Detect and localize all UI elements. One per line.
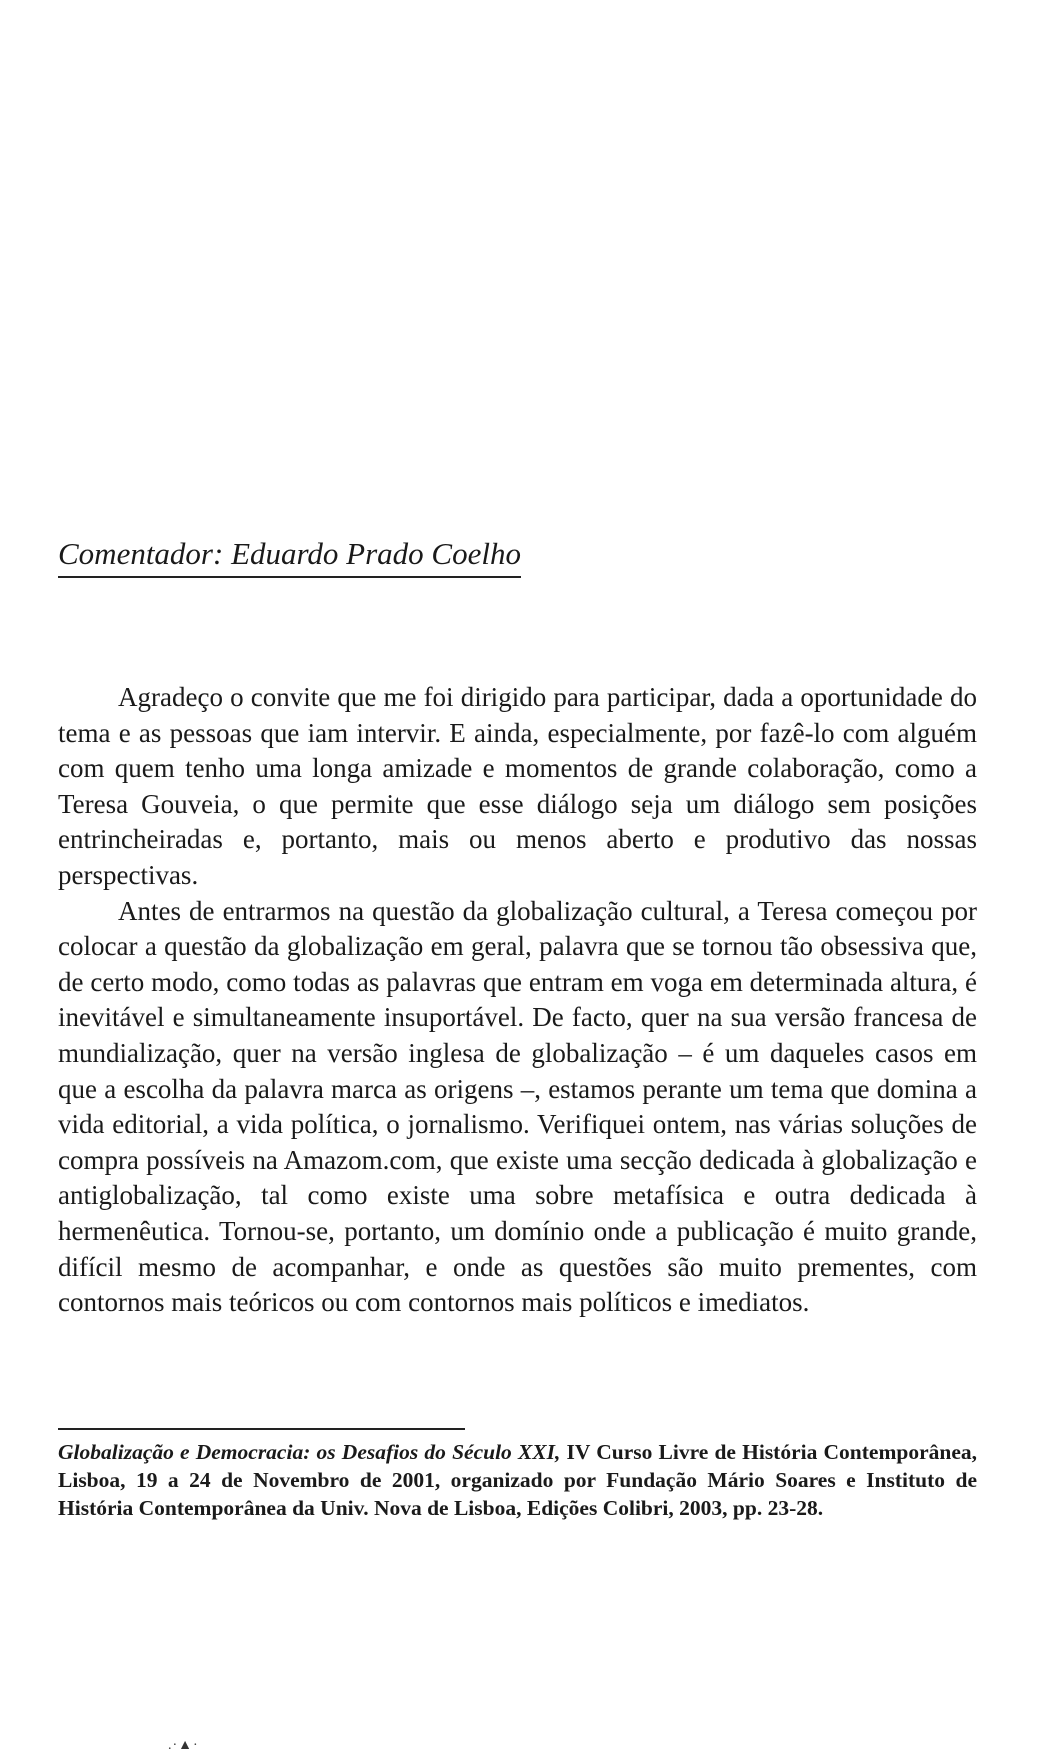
paragraph-2: Antes de entrarmos na questão da globalização cultural, a Teresa começou por colocar a questão da globalização em geral, palavra que se tornou tão obsessiva que, de certo modo, como todas as palavras que entram em voga em determinada altura, é inevitável e simultaneamente insuportável. De facto, quer na sua versão francesa de mundialização, quer na versão inglesa de globalização – é um daqueles casos em que a escolha da palavra marca as origens –, estamos perante um tema que domina a vida editorial, a vida política, o jornalismo. Verifiquei ontem, nas várias soluções de compra possíveis na Amazom.com, que existe uma secção dedicada à globalização e antiglobalização, tal como existe uma sobre metafísica e outra dedicada à hermenêutica. Tornou-se, portanto, um domínio onde a publicação é muito grande, difícil mesmo de acompanhar, e onde as questões são muito prementes, com contornos mais teóricos ou com contornos mais políticos e imediatos. xyxy=(58,895,977,1318)
paragraph-1: Agradeço o convite que me foi dirigido para participar, dada a oportunidade do tema e as pessoas que iam intervir. E ainda, especialmente, por fazê-lo com alguém com quem tenho uma longa amizade e momentos de grande colaboração, como a Teresa Gouveia, o que permite que esse diálogo seja um diálogo sem posições entrincheiradas e, portanto, mais ou menos aberto e produtivo das nossas perspectivas. xyxy=(58,682,977,890)
footnote-citation: IV Curso Livre de História Contemporânea, Lisboa, 19 a 24 de Novembro de 2001, organizado por Fundação Mário Soares e Instituto de História Contemporânea da Univ. Nova de Lisboa, Edições Colibri, 2003, pp. 23-28. xyxy=(58,1440,977,1521)
footnote-title: Globalização e Democracia: os Desafios do Século XXI, xyxy=(58,1440,561,1464)
scan-artifact: .·▲· xyxy=(168,1738,199,1753)
body-text xyxy=(58,680,977,1321)
commentator-heading: Comentador: Eduardo Prado Coelho xyxy=(58,534,521,578)
footnote xyxy=(58,1438,977,1523)
footnote-divider xyxy=(58,1428,465,1430)
